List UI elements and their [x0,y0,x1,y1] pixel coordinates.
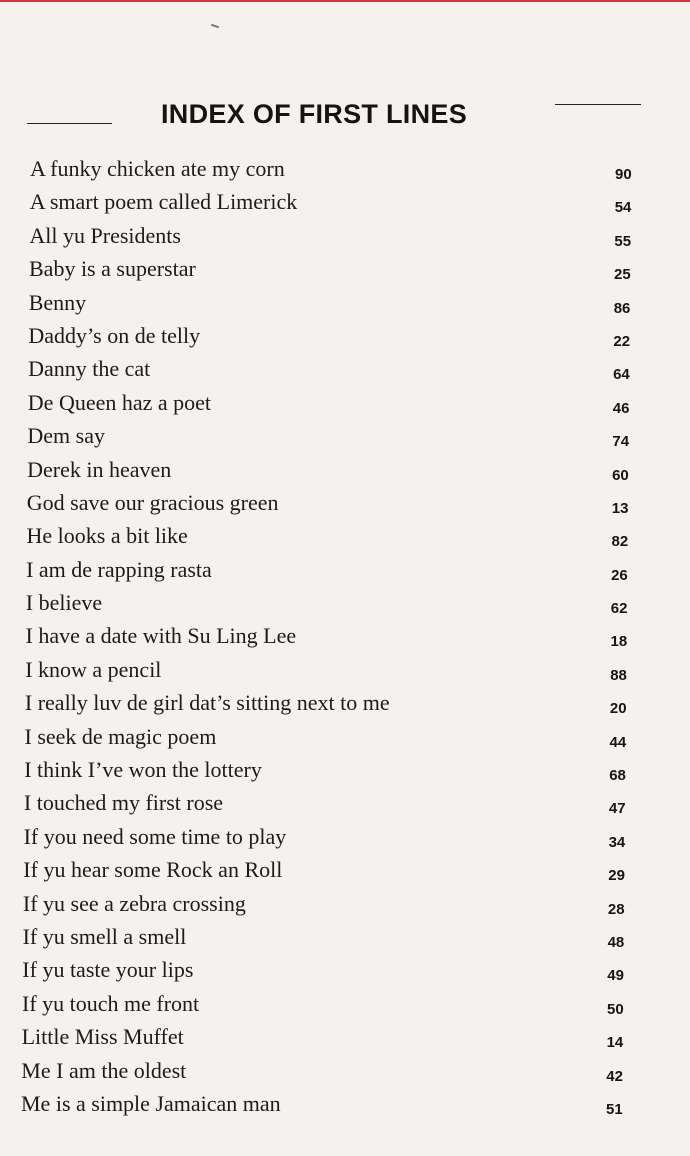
first-line-text: I really luv de girl dat’s sitting next to me [24,690,390,716]
first-line-text: If yu see a zebra crossing [22,890,246,916]
index-entry [0,953,690,986]
index-entry [0,720,690,753]
page-number: 54 [614,199,632,217]
first-line-text: Little Miss Muffet [21,1024,184,1050]
first-line-text: Daddy’s on de telly [28,322,201,348]
index-entry [0,152,690,185]
first-line-text: Dem say [27,423,105,449]
index-entry [0,185,690,218]
first-line-text: I have a date with Su Ling Lee [25,623,297,649]
page-number: 74 [612,433,630,451]
index-entry [0,786,690,819]
page-number: 29 [608,867,625,885]
page-number: 60 [612,466,629,484]
page-number: 86 [613,299,631,317]
first-line-text: I touched my first rose [23,790,224,816]
index-entry [0,920,690,953]
first-line-text: I know a pencil [25,656,162,682]
index-entry [0,1087,690,1120]
first-line-text: A smart poem called Limerick [29,189,298,215]
first-line-text: I think I’ve won the lottery [24,757,262,783]
first-line-text: If yu hear some Rock an Roll [23,857,283,883]
index-entry [0,352,690,385]
first-line-text: I believe [25,590,103,616]
page-number: 48 [607,933,625,951]
index-entry [0,753,690,786]
page-number: 34 [608,833,626,851]
page-number: 42 [606,1067,623,1085]
page-number: 28 [607,900,625,918]
page-number: 26 [611,566,628,584]
page-number: 68 [609,767,626,785]
index-entry [0,252,690,285]
page-number: 22 [613,332,631,350]
index-entry [0,319,690,352]
page-title: INDEX OF FIRST LINES [161,99,468,129]
index-entry [0,653,690,686]
page-number: 82 [611,533,629,551]
first-line-text: Benny [28,289,87,315]
index-entry [0,586,690,619]
first-line-text: If yu taste your lips [22,957,194,983]
page-number: 62 [610,600,628,618]
index-entry [0,820,690,853]
page-number: 64 [613,366,630,384]
first-line-text: If yu touch me front [22,990,200,1016]
page-number: 46 [612,399,630,417]
first-line-text: Derek in heaven [27,456,172,482]
page-number: 90 [615,166,632,183]
index-entry [0,419,690,452]
index-entry [0,386,690,419]
page-top-edge [0,0,690,2]
page-number: 20 [609,700,627,718]
index-entry [0,219,690,252]
page-number: 55 [614,232,632,250]
index-entry [0,1020,690,1053]
index-entry [0,887,690,920]
first-line-text: I seek de magic poem [24,723,217,749]
first-line-text: All yu Presidents [29,222,181,248]
first-lines-index [0,152,690,1120]
first-line-text: A funky chicken ate my corn [30,156,285,181]
first-line-text: Me is a simple Jamaican man [21,1090,281,1116]
page-number: 44 [609,733,627,751]
first-line-text: Baby is a superstar [29,256,196,282]
page-number: 47 [608,800,626,818]
first-line-text: De Queen haz a poet [27,389,212,415]
page-number: 18 [610,633,628,651]
first-line-text: Me I am the oldest [21,1057,187,1083]
page-number: 14 [606,1034,624,1052]
first-line-text: I am de rapping rasta [26,556,212,582]
page-number: 51 [606,1100,623,1118]
index-entry [0,519,690,552]
index-entry [0,453,690,486]
page-number: 50 [607,1000,624,1018]
first-line-text: God save our gracious green [26,489,279,515]
index-entry [0,553,690,586]
page-number: 25 [614,266,631,284]
index-entry [0,1054,690,1087]
first-line-text: If you need some time to play [23,823,287,849]
paper-speck [211,24,219,29]
heading-rule-left [27,123,112,124]
index-entry [0,987,690,1020]
index-entry [0,286,690,319]
heading-rule-right [555,104,641,105]
first-line-text: Danny the cat [28,356,151,382]
first-line-text: He looks a bit like [26,523,188,549]
first-line-text: If yu smell a smell [22,923,187,949]
index-entry [0,486,690,519]
index-entry [0,619,690,652]
index-entry [0,853,690,886]
index-entry [0,686,690,719]
page-number: 88 [610,666,627,684]
page-number: 13 [611,499,629,517]
page-number: 49 [607,967,624,985]
